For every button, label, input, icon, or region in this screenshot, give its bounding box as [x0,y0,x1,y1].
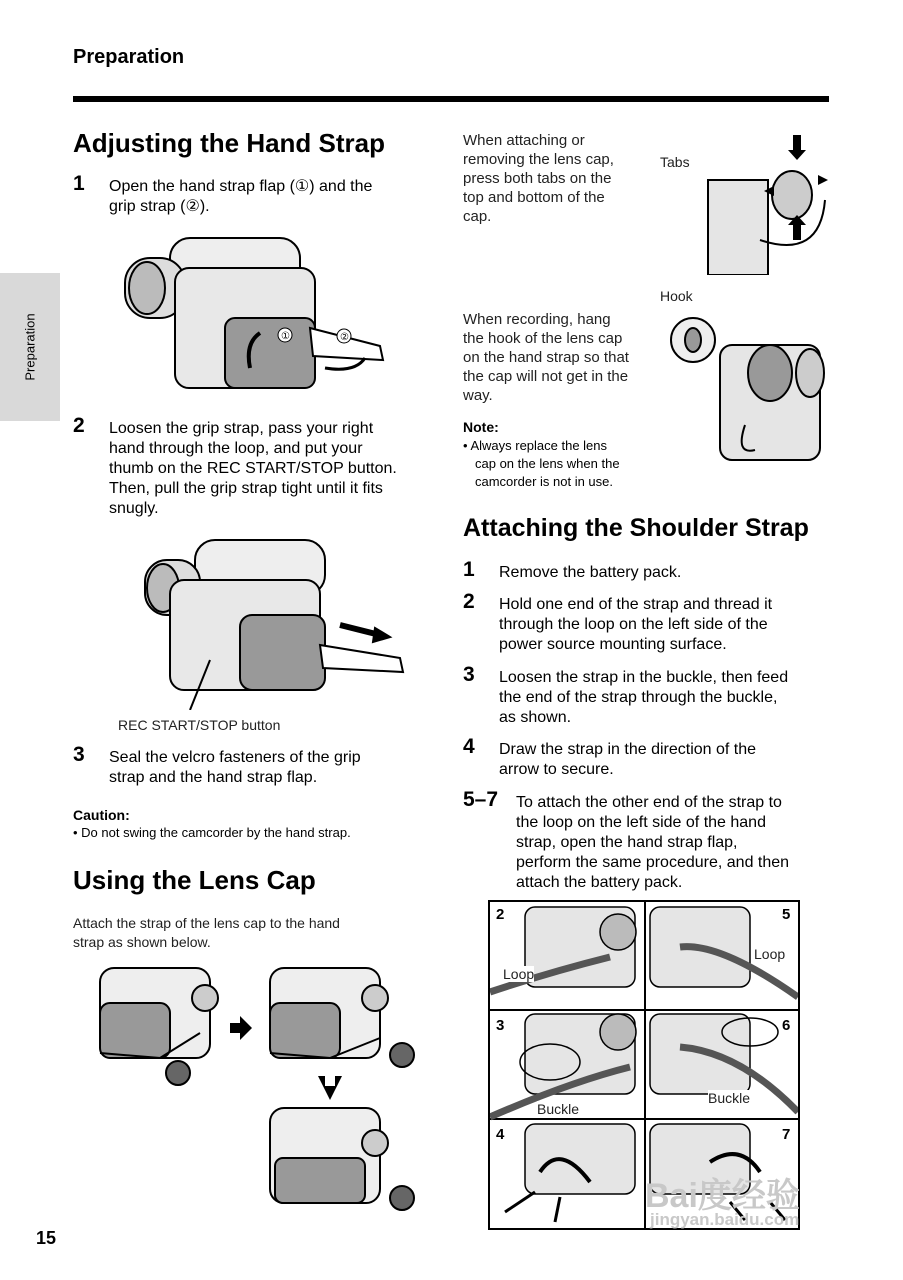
section-header: Preparation [73,46,185,68]
step-number: 5–7 [463,788,499,811]
step-line: Hold one end of the strap and thread it [499,596,773,613]
grid-num-5: 5 [782,906,791,923]
grid-num-4: 4 [496,1126,505,1143]
callout-2: ② [340,332,349,343]
step-line: power source mounting surface. [499,636,727,653]
note-title: Note: [463,419,499,435]
step-line: hand through the loop, and put your [109,440,363,457]
step-line: thumb on the REC START/STOP button. [109,460,397,477]
step-number: 1 [73,172,85,195]
header-rule [73,96,829,102]
attach-line: top and bottom of the [463,189,605,206]
step-line: arrow to secure. [499,761,614,778]
step-line: as shown. [499,709,572,726]
note-line: cap on the lens when the [475,456,620,471]
record-line: the hook of the lens cap [463,330,623,347]
camcorder-grip-illustration [135,530,415,710]
buckle-label-left: Buckle [537,1101,580,1117]
step-line: strap, open the hand strap flap, [516,834,738,851]
lens-cap-title: Using the Lens Cap [73,865,316,895]
buckle-label-right: Buckle [708,1090,751,1106]
attach-line: When attaching or [463,132,585,149]
step-line: the end of the strap through the buckle, [499,689,778,706]
step-line: through the loop on the left side of the [499,616,768,633]
grid-num-3: 3 [496,1017,505,1034]
grid-num-7: 7 [782,1126,791,1143]
hook-label: Hook [660,288,693,304]
step-line: Remove the battery pack. [499,564,682,581]
grid-num-6: 6 [782,1017,791,1034]
step-number: 4 [463,735,475,758]
watermark-brand: Bai度经验 [645,1177,800,1215]
record-line: on the hand strap so that [463,349,629,366]
caution-title: Caution: [73,807,130,823]
record-line: When recording, hang [463,311,611,328]
lens-cap-attach-text [463,131,643,226]
lens-cap-sequence-illustration [80,958,420,1220]
step-line: strap and the hand strap flap. [109,769,318,786]
attach-line: press both tabs on the [463,170,612,187]
note-text [463,437,663,491]
step-line: attach the battery pack. [516,874,683,891]
step-number: 3 [73,743,85,766]
attach-line: removing the lens cap, [463,151,614,168]
camcorder-strap-illustration [115,228,405,403]
lens-cap-tabs-illustration [700,130,830,275]
lens-cap-record-text [463,310,663,405]
loop-label-right: Loop [754,946,786,962]
note-line: camcorder is not in use. [475,474,614,489]
step-line: snugly. [109,500,159,517]
step-line: To attach the other end of the strap to [516,794,782,811]
step-line: perform the same procedure, and then [516,854,790,871]
record-line: way. [463,387,493,404]
intro-line: Attach the strap of the lens cap to the hand [73,915,340,931]
step-line: Open the hand strap flap (①) and the [109,178,373,195]
hand-strap-title: Adjusting the Hand Strap [73,128,385,158]
step-line: Loosen the strap in the buckle, then feed [499,669,789,686]
step-line: Seal the velcro fasteners of the grip [109,749,361,766]
step-line: Draw the strap in the direction of the [499,741,757,758]
lens-cap-hook-illustration [665,305,830,475]
note-line: • Always replace the lens [463,438,608,453]
shoulder-strap-title: Attaching the Shoulder Strap [463,514,809,542]
lens-cap-intro [73,914,433,952]
page-number: 15 [36,1228,57,1248]
callout-1: ① [281,331,290,342]
step-number: 2 [463,590,475,613]
step-line: Then, pull the grip strap tight until it fits [109,480,383,497]
record-line: the cap will not get in the [463,368,629,385]
caution-text: • Do not swing the camcorder by the hand strap. [73,825,351,840]
loop-label-left: Loop [503,966,535,982]
watermark-url: jingyan.baidu.com [650,1210,800,1229]
rec-button-label: REC START/STOP button [118,717,281,733]
attach-line: cap. [463,208,492,225]
step-number: 3 [463,663,475,686]
grid-num-2: 2 [496,906,505,923]
step-line: the loop on the left side of the hand [516,814,766,831]
side-tab-label: Preparation [22,313,38,381]
step-number: 2 [73,414,85,437]
intro-line: strap as shown below. [73,934,211,950]
step-line: grip strap (②). [109,198,210,215]
step-line: Loosen the grip strap, pass your right [109,420,374,437]
side-tab [0,273,60,421]
tabs-label: Tabs [660,154,690,170]
step-number: 1 [463,558,475,581]
